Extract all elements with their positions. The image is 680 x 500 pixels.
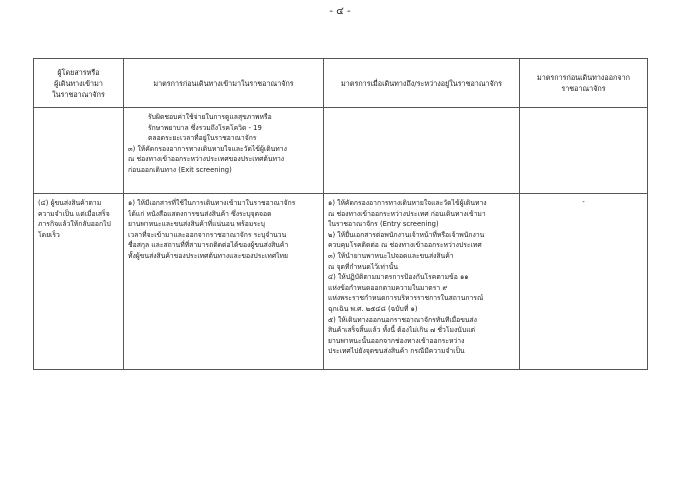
header-traveler [34,59,124,108]
header-on-arrival-label: มาตรการเมื่อเดินทางถึง/ระหว่างอยู่ในราชอาณาจักร [341,78,502,88]
row1-on-arrival-cell [324,108,520,194]
text-line: ควบคุมโรคติดต่อ ณ ช่องทางเข้าออกระหว่างประเทศ [328,241,482,250]
text-line: ภารกิจแล้วให้กลับออกไป [38,220,111,229]
text-line: ได้แก่ หนังสือแสดงการขนส่งสินค้า ซึ่งระบุจุดจอด [128,209,272,218]
row2-before-entry-cell [124,194,324,370]
table-row [34,194,648,370]
text-line: ชื่อสกุล และสถานที่ที่สามารถติดต่อได้ของผู้ขนส่งสินค้า [128,241,289,250]
text-line: ๓) ให้นำยานพาหนะไปจอดและขนส่งสินค้า [328,251,454,260]
empty-value-dash: - [582,198,585,206]
text-line: ในราชอาณาจักร (Entry screening) [328,220,439,229]
text-line: ทั้งผู้ขนส่งสินค้าของประเทศต้นทางและของประเทศไทย [128,251,289,260]
text-line: แห่งข้อกำหนดออกตามความในมาตรา ๙ [328,283,448,292]
table-row [34,108,648,194]
text-line: ความจำเป็น แต่เมื่อเสร็จ [38,209,110,218]
text-line: แห่งพระราชกำหนดการบริหารราชการในสถานการณ์ [328,294,484,303]
text-line: ยานพาหนะนั้นออกจากช่องทางเข้าออกระหว่าง [328,336,465,345]
row1-before-entry-cell [124,108,324,194]
text-line: สินค้าเสร็จสิ้นแล้ว ทั้งนี้ ต้องไม่เกิน ๗ ชั่วโมงนับแต่ [328,326,476,335]
text-line: รับผิดชอบค่าใช้จ่ายในการดูแลสุขภาพหรือ [148,113,272,121]
text-line: ๕) ให้เดินทางออกนอกราชอาณาจักรทันทีเมื่อขนส่ง [328,315,477,324]
row1-traveler-cell [34,108,124,194]
header-on-arrival [324,59,520,108]
text-line: ๓) ให้คัดกรองอาการทางเดินหายใจและวัดไข้ผู้เดินทาง [128,144,287,153]
text-line: ๑) ให้มีเอกสารที่ใช้ในการเดินทางเข้ามาในราชอาณาจักร [128,199,296,207]
text-line: ณ ช่องทางเข้าออกระหว่างประเทศ ก่อนเดินทางเข้ามา [328,209,486,218]
table-header-row [34,59,648,108]
text-line: ๑) ให้คัดกรองอาการทางเดินหายใจและวัดไข้ผู้เดินทาง [328,199,487,207]
text-line: ตลอดระยะเวลาที่อยู่ในราชอาณาจักร [148,134,257,143]
text-line: ก่อนออกเดินทาง (Exit screening) [128,165,232,174]
text-line: (๔) ผู้ขนส่งสินค้าตาม [38,199,102,207]
header-before-exit-line: มาตรการก่อนเดินทางออกจาก [536,73,631,82]
text-line: ณ จุดที่กำหนดไว้เท่านั้น [328,262,398,271]
row2-traveler-cell [34,194,124,370]
text-line: ฉุกเฉิน พ.ศ. ๒๕๔๘ (ฉบับที่ ๑) [328,304,418,313]
text-line: ณ ช่องทางเข้าออกระหว่างประเทศของประเทศต้นทาง [128,155,285,164]
header-before-entry-label: มาตรการก่อนเดินทางเข้ามาในราชอาณาจักร [153,78,294,88]
row1-before-exit-cell [520,108,648,194]
header-before-exit-line: ราชอาณาจักร [561,84,606,93]
text-line: โดยเร็ว [38,230,60,239]
measures-table [33,58,648,370]
text-line: ๒) ให้ยื่นเอกสารต่อพนักงานเจ้าหน้าที่หรือเจ้าพนักงาน [328,230,485,239]
text-line: ยานพาหนะและขนส่งสินค้าที่แน่นอน พร้อมระบุ [128,220,265,229]
header-traveler-line: ผู้โดยสารหรือ [57,67,100,77]
header-before-exit [520,59,648,108]
text-line: ๔) ให้ปฏิบัติตามมาตรการป้องกันโรคตามข้อ ๑๑ [328,273,469,282]
text-line: ประเทศไปยังจุดขนส่งสินค้า กรณีมีความจำเป็น [328,347,465,356]
row2-on-arrival-cell [324,194,520,370]
page-number: - ๔ - [329,6,351,17]
text-line: รักษาพยาบาล ซึ่งรวมถึงโรคโควิด - 19 [148,123,262,132]
header-traveler-line: ผู้เดินทางเข้ามา [54,78,103,88]
header-traveler-line: ในราชอาณาจักร [52,89,105,99]
header-before-entry [124,59,324,108]
text-line: เวลาที่จะเข้ามาและออกจากราชอาณาจักร ระบุจำนวน [128,230,287,239]
row2-before-exit-cell [520,194,648,370]
